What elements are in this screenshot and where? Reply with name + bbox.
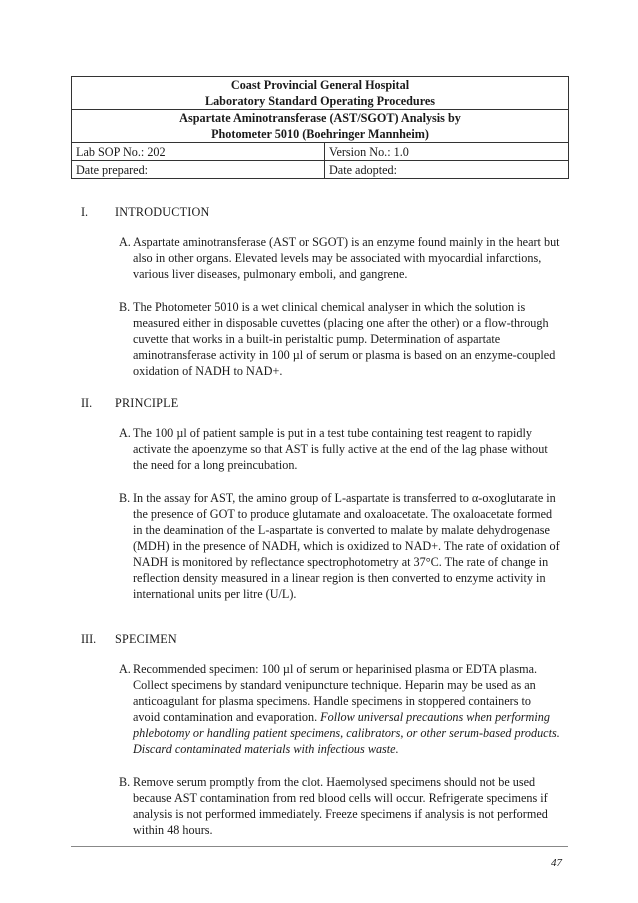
section-title: PRINCIPLE xyxy=(115,396,179,410)
sop-header-table xyxy=(71,76,569,179)
footer-divider xyxy=(71,846,568,847)
item-label: A. xyxy=(119,662,131,676)
header-title-cell xyxy=(72,110,569,143)
list-item xyxy=(119,774,561,838)
section-title: SPECIMEN xyxy=(115,632,177,646)
item-text xyxy=(133,661,561,757)
item-text: Aspartate aminotransferase (AST or SGOT) is an enzyme found mainly in the heart but also in other organs. Elevated levels may be associated with myocardial infarctions, various liver diseases, pulmonary emboli, and gangrene. xyxy=(133,235,560,281)
sop-title-line2: Photometer 5010 (Boehringer Mannheim) xyxy=(211,127,429,141)
date-adopted: Date adopted: xyxy=(325,161,569,179)
section-number: III. xyxy=(81,632,97,646)
list-item xyxy=(119,490,561,602)
item-label: A. xyxy=(119,426,131,440)
manual-name: Laboratory Standard Operating Procedures xyxy=(204,94,436,108)
section-number: II. xyxy=(81,396,93,410)
header-org-cell xyxy=(72,77,569,110)
item-text-regular: Recommended specimen: 100 µl of serum or heparinised plasma or EDTA plasma. Collect specimens by standard venipuncture technique. Heparin may be used as an anticoagulant for plasma specimens. Handle specimens in stoppered containers to avoid contamination and evaporation. xyxy=(133,662,538,724)
item-label: B. xyxy=(119,300,131,314)
date-prepared: Date prepared: xyxy=(72,161,325,179)
section-introduction xyxy=(81,204,581,379)
section-principle xyxy=(81,395,581,602)
section-specimen xyxy=(81,631,581,838)
sop-title-line1: Aspartate Aminotransferase (AST/SGOT) Analysis by xyxy=(179,111,461,125)
item-text: The 100 µl of patient sample is put in a test tube containing test reagent to rapidly activate the apoenzyme so that AST is fully active at the end of the lag phase without the need for a long preincubation. xyxy=(133,426,548,472)
list-item xyxy=(119,661,561,757)
version-number: Version No.: 1.0 xyxy=(325,143,569,161)
item-text: The Photometer 5010 is a wet clinical chemical analyser in which the solution is measured either in disposable cuvettes (placing one after the other) or a flow-through cuvette that works in a built-in peristaltic pump. Determination of aspartate aminotransferase activity in 100 µl of serum or plasma is based on an enzyme-coupled oxidation of NADH to NAD+. xyxy=(133,300,556,378)
hospital-name: Coast Provincial General Hospital xyxy=(230,78,410,92)
list-item xyxy=(119,234,561,282)
item-label: A. xyxy=(119,235,131,249)
item-label: B. xyxy=(119,775,131,789)
section-number: I. xyxy=(81,205,89,219)
list-item xyxy=(119,299,561,379)
item-text: Remove serum promptly from the clot. Haemolysed specimens should not be used because AST contamination from red blood cells will occur. Refrigerate specimens if analysis is not performed immediately. Freeze specimens if analysis is not performed within 48 hours. xyxy=(133,775,548,837)
section-title: INTRODUCTION xyxy=(115,205,210,219)
sop-number: Lab SOP No.: 202 xyxy=(72,143,325,161)
section-heading xyxy=(81,204,581,220)
item-text: In the assay for AST, the amino group of L-aspartate is transferred to α-oxoglutarate in the presence of GOT to produce glutamate and oxaloacetate. The oxaloacetate formed in the deamination of the L-aspartate is converted to malate by malate dehydrogenase (MDH) in the presence of NADH, which is oxidized to NAD+. The rate of oxidation of NADH is monitored by reflectance spectrophotometry at 37°C. The rate of change in reflection density measured in a linear region is then converted to enzyme activity in international units per litre (U/L). xyxy=(133,491,560,601)
item-text-italic: Follow universal precautions when performing phlebotomy or handling patient specimens, calibrators, or other serum-based products. Discard contaminated materials with infectious waste. xyxy=(133,710,560,756)
item-label: B. xyxy=(119,491,131,505)
section-heading xyxy=(81,395,581,411)
page-number: 47 xyxy=(551,857,562,869)
section-heading xyxy=(81,631,581,647)
list-item xyxy=(119,425,561,473)
